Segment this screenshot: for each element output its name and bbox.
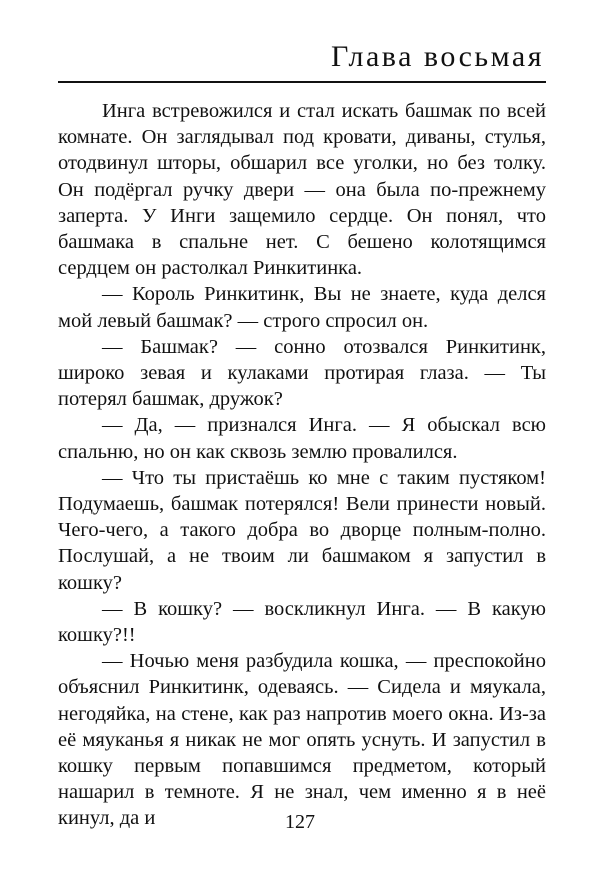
paragraph-6: — В кошку? — воскликнул Инга. — В какую кошку?!! (58, 597, 546, 647)
paragraph-7: — Ночью меня разбудила кошка, — преспокойно объяснил Ринкитинк, одеваясь. — Сидела и мяукала, негодяйка, на стене, как раз напротив моего окна. Из-за её мяуканья я никак не мог опять уснуть. И запустил в кошку первым попавшимся предметом, который нашарил в темноте. Я не знал, чем именно я в неё кинул, да и (58, 650, 546, 830)
body-text (58, 98, 546, 832)
paragraph-1: Инга встревожился и стал искать башмак по всей комнате. Он заглядывал под кровати, диваны, стулья, отодвинул шторы, обшарил все уголки, но без толку. Он подёргал ручку двери — она была по-прежнему заперта. У Инги защемило сердце. Он понял, что башмака в спальне нет. С бешено колотящимся сердцем он растолкал Ринкитинка. (58, 100, 546, 280)
page-number: 127 (285, 811, 315, 833)
paragraph-5: — Что ты пристаёшь ко мне с таким пустяком! Подумаешь, башмак потерялся! Вели принести новый. Чего-чего, а такого добра во дворце полным-полно. Послушай, а не твоим ли башмаком я запустил в кошку? (58, 466, 546, 594)
paragraph-2: — Король Ринкитинк, Вы не знаете, куда делся мой левый башмак? — строго спросил он. (58, 283, 546, 332)
paragraph-3: — Башмак? — сонно отозвался Ринкитинк, широко зевая и кулаками протирая глаза. — Ты потерял башмак, дружок? (58, 335, 546, 411)
paragraph-4: — Да, — признался Инга. — Я обыскал всю спальню, но он как сквозь землю провалился. (58, 414, 546, 463)
chapter-title: Глава восьмая (330, 40, 544, 73)
header-rule (58, 81, 546, 83)
